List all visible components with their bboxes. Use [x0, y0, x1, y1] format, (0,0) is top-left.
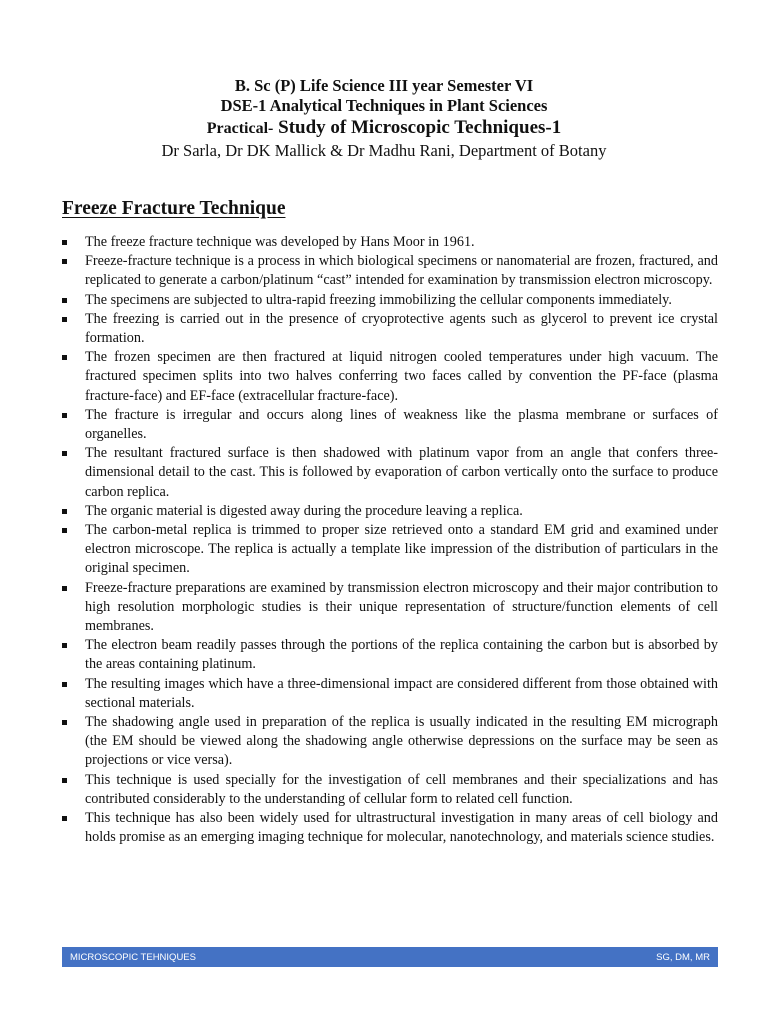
square-bullet-icon: [62, 413, 67, 418]
square-bullet-icon: [62, 528, 67, 533]
bullet-item: [62, 406, 718, 444]
bullet-item: [62, 444, 718, 502]
square-bullet-icon: [62, 355, 67, 360]
square-bullet-icon: [62, 682, 67, 687]
bullet-text: Freeze-fracture preparations are examined by transmission electron microscopy and their major contribution to high resolution morphologic studies is their unique representation of structure/function elements of cell membranes.: [85, 579, 718, 635]
section-title: Freeze Fracture Technique: [62, 198, 286, 219]
bullet-item: [62, 675, 718, 713]
square-bullet-icon: [62, 240, 67, 245]
square-bullet-icon: [62, 586, 67, 591]
bullet-text: Freeze-fracture technique is a process in which biological specimens or nanomaterial are frozen, fractured, and replicated to generate a carbon/platinum “cast” intended for examination by transmission electron microscopy.: [85, 253, 718, 289]
footer-right-text: SG, DM, MR: [656, 951, 710, 963]
bullet-item: [62, 310, 718, 348]
square-bullet-icon: [62, 643, 67, 648]
square-bullet-icon: [62, 816, 67, 821]
bullet-text: The fracture is irregular and occurs along lines of weakness like the plasma membrane or surfaces of organelles.: [85, 406, 718, 443]
bullet-text: The specimens are subjected to ultra-rapid freezing immobilizing the cellular components immediately.: [85, 291, 672, 308]
bullet-item: [62, 636, 718, 674]
bullet-text: The freeze fracture technique was developed by Hans Moor in 1961.: [85, 234, 475, 250]
square-bullet-icon: [62, 451, 67, 456]
practical-prefix: Practical-: [206, 120, 274, 137]
bullet-item: [62, 521, 718, 579]
bullet-list: [62, 233, 718, 848]
paper-title: DSE-1 Analytical Techniques in Plant Sciences: [220, 96, 548, 115]
bullet-item: [62, 348, 718, 406]
square-bullet-icon: [62, 778, 67, 783]
bullet-text: The resulting images which have a three-dimensional impact are considered different from those obtained with sectional materials.: [85, 675, 718, 711]
document-header: [0, 76, 768, 161]
bullet-item: [62, 713, 718, 771]
square-bullet-icon: [62, 317, 67, 322]
bullet-item: [62, 809, 718, 847]
bullet-item: [62, 291, 718, 310]
bullet-item: [62, 233, 718, 252]
bullet-text: The carbon-metal replica is trimmed to proper size retrieved onto a standard EM grid and examined under electron microscope. The replica is actually a template like impression of the distribution of particulars in the original specimen.: [85, 522, 718, 577]
practical-title: [0, 116, 768, 141]
bullet-text: The frozen specimen are then fractured at liquid nitrogen cooled temperatures under high vacuum. The fractured specimen splits into two halves conferring two faces called by convention the PF-face (plasma fracture-face) and EF-face (extracellular fracture-face).: [85, 349, 718, 404]
course-title: B. Sc (P) Life Science III year Semester VI: [234, 76, 534, 95]
square-bullet-icon: [62, 298, 67, 303]
bullet-text: The freezing is carried out in the presence of cryoprotective agents such as glycerol to prevent ice crystal formation.: [85, 310, 718, 347]
square-bullet-icon: [62, 509, 67, 514]
bullet-text: The electron beam readily passes through the portions of the replica containing the carbon but is absorbed by the areas containing platinum.: [85, 637, 718, 673]
bullet-text: The shadowing angle used in preparation of the replica is usually indicated in the resulting EM micrograph (the EM should be viewed along the shadowing angle otherwise depressions on the surface may be seen as projections or vice versa).: [85, 714, 718, 769]
bullet-text: The resultant fractured surface is then shadowed with platinum vapor from an angle that confers three-dimensional detail to the cast. This is followed by evaporation of carbon vertically onto the surface to produce carbon replica.: [85, 445, 718, 500]
square-bullet-icon: [62, 720, 67, 725]
bullet-item: [62, 579, 718, 637]
bullet-text: This technique is used specially for the investigation of cell membranes and their specializations and has contributed considerably to the understanding of cellular form to related cell function.: [85, 771, 718, 807]
bullet-item: [62, 502, 718, 521]
bullet-text: This technique has also been widely used for ultrastructural investigation in many areas of cell biology and holds promise as an emerging imaging technique for molecular, nanotechnology, and materials science studies.: [85, 810, 718, 846]
bullet-item: [62, 771, 718, 809]
bullet-text: The organic material is digested away during the procedure leaving a replica.: [85, 502, 523, 519]
footer-left-text: MICROSCOPIC TEHNIQUES: [70, 951, 196, 963]
page-footer: [62, 947, 718, 967]
square-bullet-icon: [62, 259, 67, 264]
bullet-item: [62, 252, 718, 290]
authors-line: Dr Sarla, Dr DK Mallick & Dr Madhu Rani, Department of Botany: [161, 141, 607, 160]
practical-main-title: Study of Microscopic Techniques-1: [273, 117, 562, 138]
